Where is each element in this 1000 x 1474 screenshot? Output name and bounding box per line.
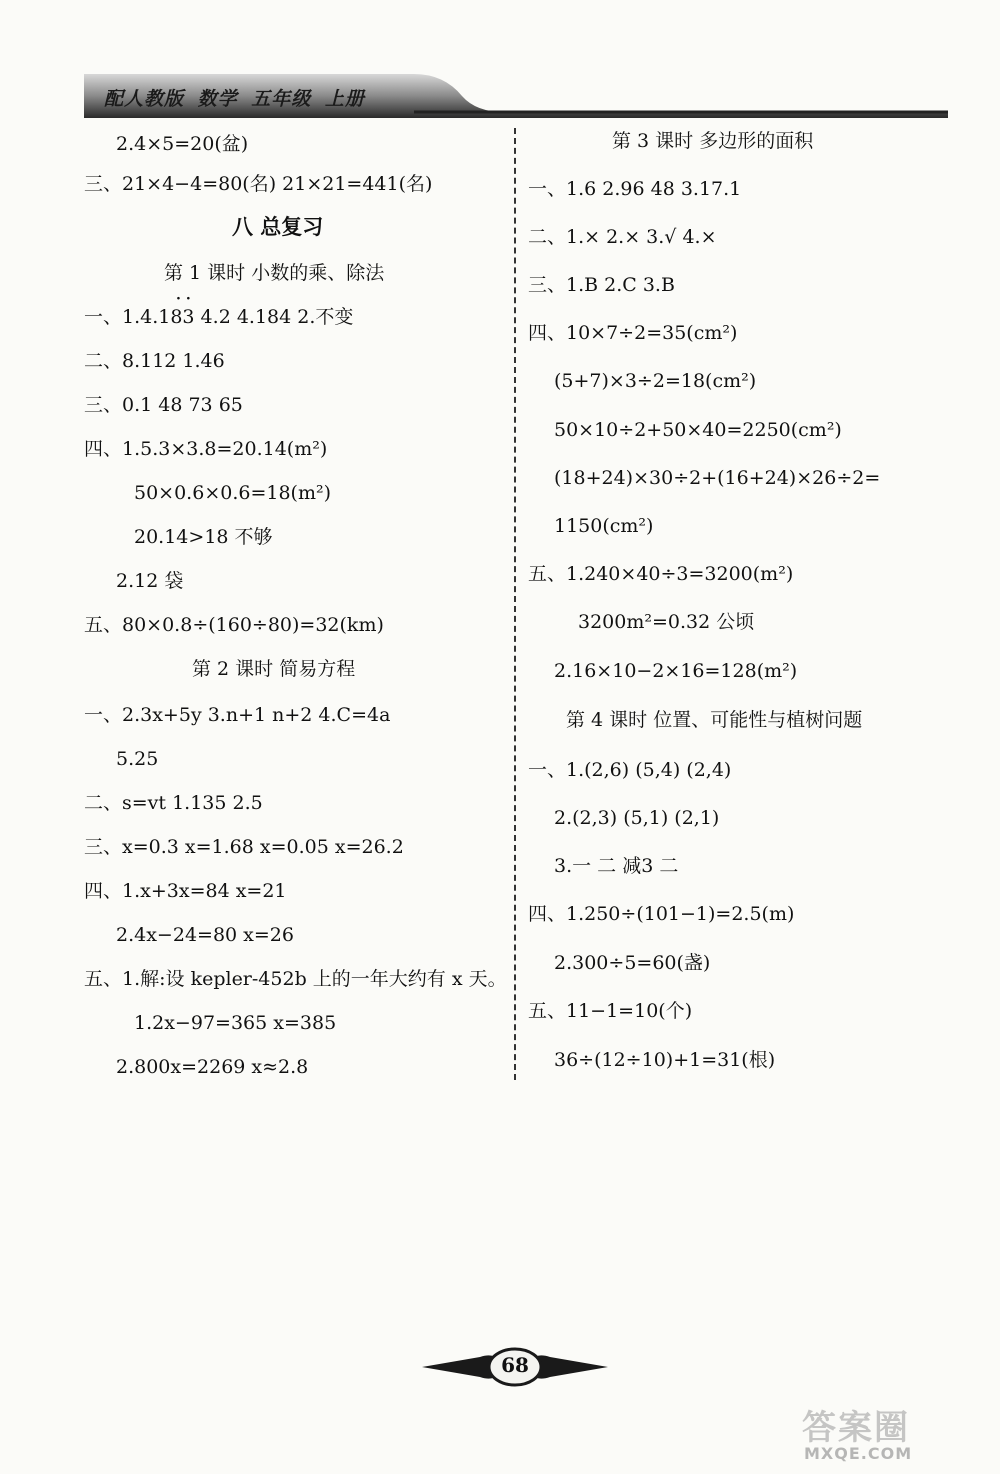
answer-line: 三、1.B 2.C 3.B [528,274,675,296]
answer-line: 二、8.112 1.46 [84,350,225,372]
answer-line: 五、80×0.8÷(160÷80)=32(km) [84,614,384,636]
answer-line: 一、1.6 2.96 48 3.17.1 [528,178,742,200]
answer-line: 二、s=vt 1.135 2.5 [84,792,263,814]
page-footer [420,1345,610,1389]
page-number: 68 [501,1353,529,1377]
answer-line: 一、2.3x+5y 3.n+1 n+2 4.C=4a [84,704,391,726]
watermark-logo [790,1400,990,1470]
answer-line: (5+7)×3÷2=18(cm²) [554,370,757,392]
answer-line: 五、11−1=10(个) [528,1000,693,1022]
answer-line: (18+24)×30÷2+(16+24)×26÷2= [554,467,881,489]
lesson-heading: 第 3 课时 多边形的面积 [612,130,814,152]
answer-line: 50×0.6×0.6=18(m²) [134,482,332,504]
answer-line: 四、1.5.3×3.8=20.14(m²) [84,438,328,460]
answer-line: 2.300÷5=60(盏) [554,952,711,974]
repeating-decimal-dots: ·· [176,291,196,307]
answer-line: 2.4×5=20(盆) [116,133,249,155]
answer-line: 四、1.250÷(101−1)=2.5(m) [528,903,795,925]
answer-line: 五、1.240×40÷3=3200(m²) [528,563,794,585]
answer-line: 5.25 [116,748,159,770]
answer-line: 36÷(12÷10)+1=31(根) [554,1049,776,1071]
answer-line: 50×10÷2+50×40=2250(cm²) [554,419,842,441]
answer-line: 一、1.4.183 4.2 4.184 2.不变 [84,306,354,328]
answer-line: 1150(cm²) [554,515,654,537]
answer-line: 四、1.x+3x=84 x=21 [84,880,287,902]
answer-line: 2.12 袋 [116,570,184,592]
answer-line: 一、1.(2,6) (5,4) (2,4) [528,759,732,781]
watermark-cn: 答案圈 [802,1408,910,1448]
header-band [84,72,948,118]
lesson-heading: 第 1 课时 小数的乘、除法 [164,262,385,284]
answer-line: 三、21×4−4=80(名) 21×21=441(名) [84,173,433,195]
lesson-heading: 第 4 课时 位置、可能性与植树问题 [566,709,863,731]
answer-line: 3200m²=0.32 公顷 [578,611,755,633]
answer-line: 二、1.× 2.× 3.√ 4.× [528,226,717,248]
answer-line: 三、0.1 48 73 65 [84,394,243,416]
answer-line: 三、x=0.3 x=1.68 x=0.05 x=26.2 [84,836,404,858]
answer-line: 2.16×10−2×16=128(m²) [554,660,798,682]
answer-line: 五、1.解:设 kepler-452b 上的一年大约有 x 天。 [84,968,507,990]
answer-line: 1.2x−97=365 x=385 [134,1012,337,1034]
section-heading: 八 总复习 [232,215,324,239]
answer-line: 20.14>18 不够 [134,526,273,548]
column-divider [514,128,516,1080]
lesson-heading: 第 2 课时 简易方程 [192,658,356,680]
header-title: 配人教版 数学 五年级 上册 [104,88,365,110]
answer-line: 四、10×7÷2=35(cm²) [528,322,738,344]
answer-line: 2.(2,3) (5,1) (2,1) [554,807,720,829]
answer-line: 2.800x=2269 x≈2.8 [116,1056,309,1078]
watermark-en: MXQE.COM [804,1444,913,1463]
answer-line: 3.一 二 减3 二 [554,855,679,877]
answer-line: 2.4x−24=80 x=26 [116,924,294,946]
